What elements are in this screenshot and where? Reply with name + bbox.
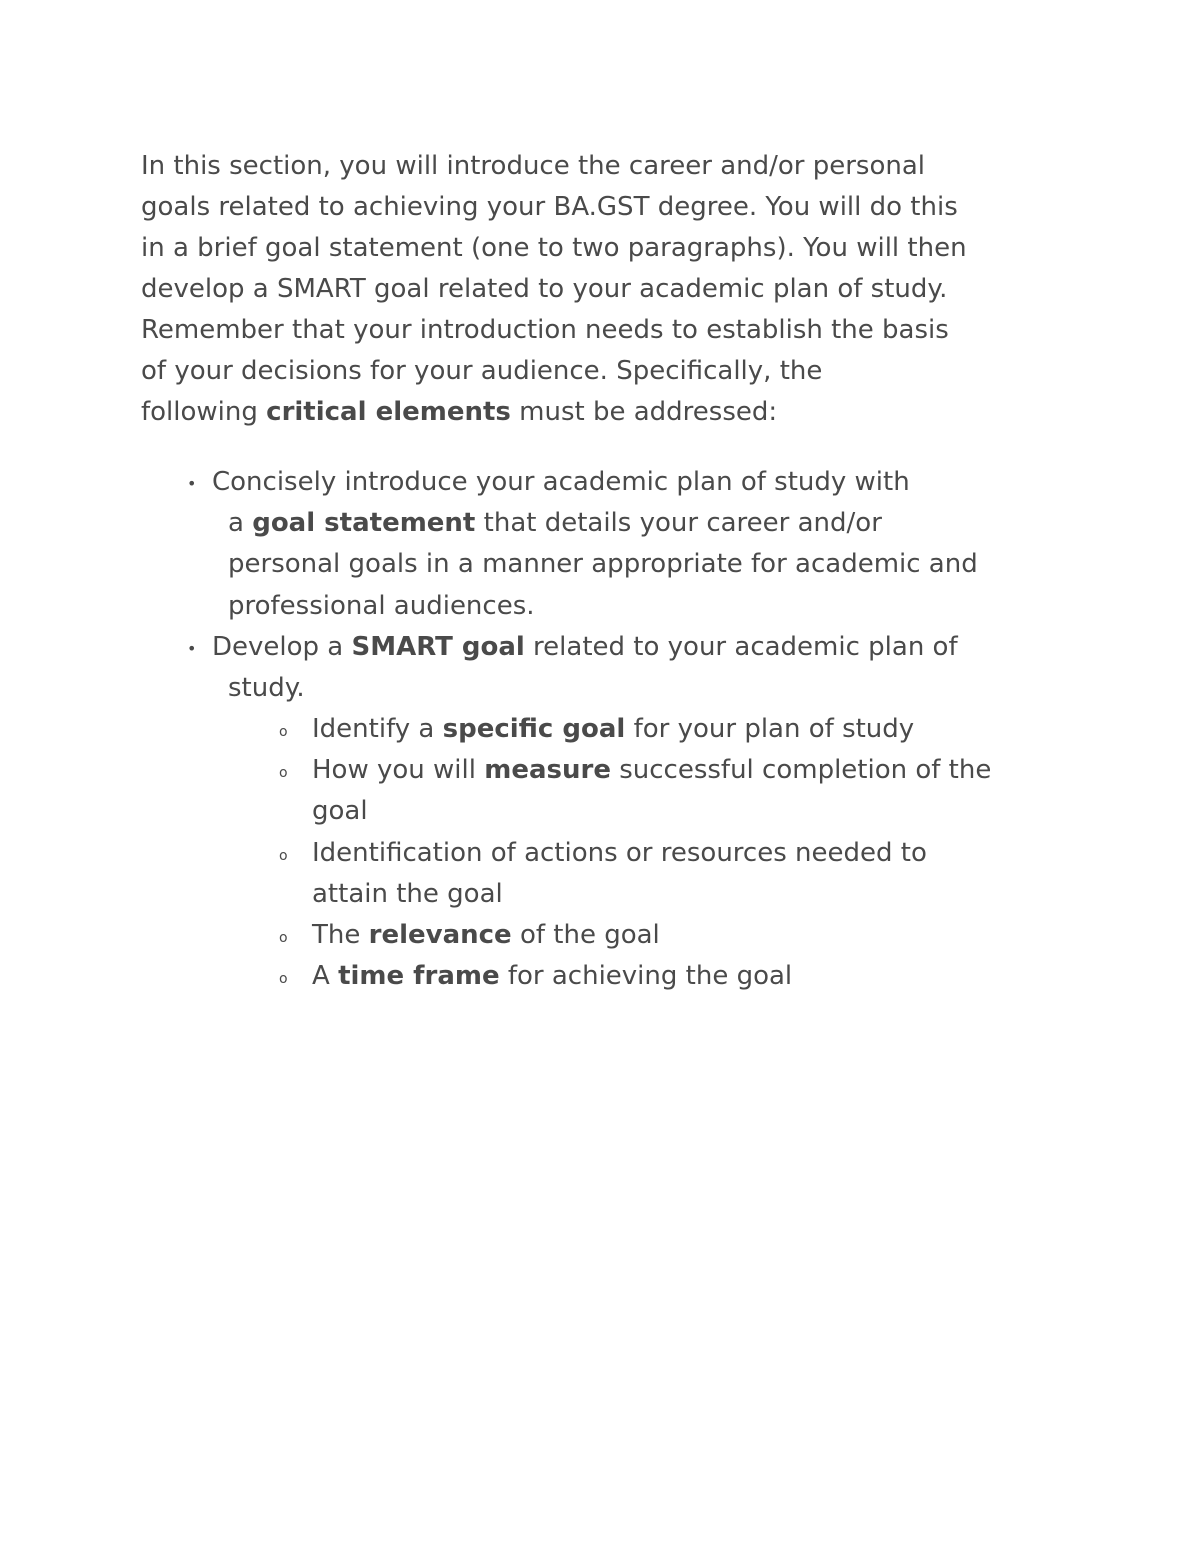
emphasis-relevance: relevance [368,920,512,950]
intro-line: of your decisions for your audience. Specifically, the [141,356,823,386]
intro-line: develop a SMART goal related to your academic plan of study. [141,274,948,304]
intro-paragraph [141,146,1071,433]
sub-item-line [312,915,660,956]
list-text: successful completion of the [610,755,992,785]
intro-line: goals related to achieving your BA.GST degree. You will do this [141,192,958,222]
intro-line: In this section, you will introduce the career and/or personal [141,151,926,181]
intro-line: in a brief goal statement (one to two paragraphs). You will then [141,233,967,263]
circle-bullet-icon: o [279,724,288,740]
emphasis-critical-elements: critical elements [266,397,511,427]
emphasis-smart-goal: SMART goal [351,632,525,662]
list-text: that details your career and/or [475,508,882,538]
list-text: a [228,508,253,538]
list-text: A [312,961,339,991]
list-item-line [212,627,958,668]
list-item-line: study. [228,673,305,703]
list-text: Identify a [312,714,443,744]
emphasis-measure: measure [484,755,611,785]
bullet-icon: • [187,474,197,493]
sub-item-line [312,750,991,791]
list-item-line [228,503,882,544]
list-text: related to your academic plan of [524,632,958,662]
circle-bullet-icon: o [279,765,288,781]
circle-bullet-icon: o [279,848,288,864]
list-text: Develop a [212,632,352,662]
intro-text: must be addressed: [510,397,778,427]
intro-line: Remember that your introduction needs to establish the basis [141,315,949,345]
list-text: for your plan of study [625,714,915,744]
list-text: How you will [312,755,485,785]
sub-item-line: goal [312,796,368,826]
list-text: The [312,920,369,950]
list-text: of the goal [511,920,660,950]
emphasis-goal-statement: goal statement [252,508,476,538]
sub-item-line [312,956,792,997]
list-item-line: Concisely introduce your academic plan of study with [212,467,910,497]
circle-bullet-icon: o [279,930,288,946]
sub-item-line: Identification of actions or resources needed to [312,838,927,868]
circle-bullet-icon: o [279,971,288,987]
sub-item-line: attain the goal [312,879,503,909]
sub-item-line [312,709,914,750]
list-item-line: professional audiences. [228,591,535,621]
bullet-icon: • [187,639,197,658]
emphasis-specific-goal: specific goal [442,714,626,744]
list-text: for achieving the goal [499,961,793,991]
list-item-line: personal goals in a manner appropriate for academic and [228,549,978,579]
emphasis-time-frame: time frame [338,961,500,991]
intro-text: following [141,397,267,427]
intro-line [141,392,1071,433]
